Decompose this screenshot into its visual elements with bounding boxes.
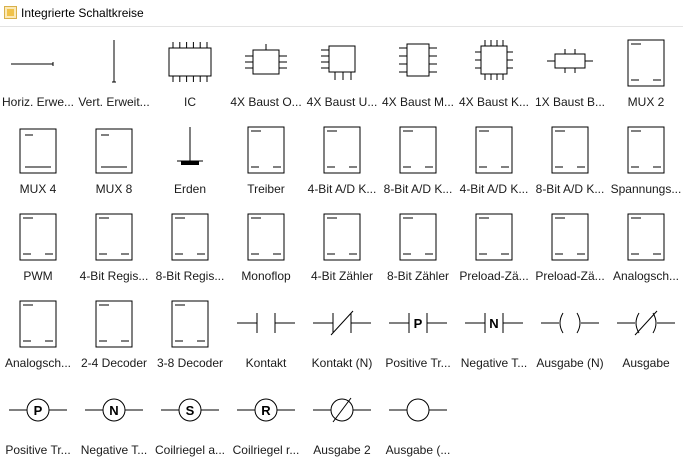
shape-coilriegel-r[interactable]	[228, 375, 304, 462]
shape-label: 8-Bit Zähler	[386, 269, 450, 283]
4bit-zaehler-icon	[307, 208, 377, 264]
shape-label: Monoflop	[241, 269, 291, 283]
shape-negative-trigger-1[interactable]	[456, 288, 532, 375]
shape-label: Ausgabe 2	[313, 443, 371, 457]
shape-label: 4X Baust O...	[230, 95, 302, 109]
ausgabe-paren-icon	[383, 382, 453, 438]
panel-header	[0, 0, 683, 27]
shape-label: 8-Bit A/D K...	[383, 182, 453, 196]
shape-4x-baustein-k[interactable]	[456, 27, 532, 114]
horiz-erweiterung-icon	[3, 34, 73, 90]
shape-label: Ausgabe (N)	[536, 356, 604, 370]
shape-ausgabe-n[interactable]	[532, 288, 608, 375]
shape-ic[interactable]	[152, 27, 228, 114]
shape-preload-zaehler-2[interactable]	[532, 201, 608, 288]
preload-zaehler-1-icon	[459, 208, 529, 264]
ausgabe-n-icon	[535, 295, 605, 351]
mux-4-icon	[3, 121, 73, 177]
treiber-icon	[231, 121, 301, 177]
shape-4bit-zaehler[interactable]	[304, 201, 380, 288]
shape-pwm[interactable]	[0, 201, 76, 288]
vert-erweiterung-icon	[79, 34, 149, 90]
svg-text:P: P	[413, 316, 423, 331]
shape-label: Negative T...	[80, 443, 148, 457]
8bit-ad-k-2-icon	[535, 121, 605, 177]
shape-ausgabe-paren[interactable]	[380, 375, 456, 462]
shape-label: 4X Baust U...	[306, 95, 378, 109]
positive-trigger-1-icon	[383, 295, 453, 351]
1x-baustein-b-icon	[535, 34, 605, 90]
panel-title: Integrierte Schaltkreise	[21, 6, 144, 20]
mux-8-icon	[79, 121, 149, 177]
shape-4bit-register[interactable]	[76, 201, 152, 288]
4bit-ad-k-2-icon	[459, 121, 529, 177]
svg-text:P: P	[33, 403, 43, 418]
negative-trigger-1-icon	[459, 295, 529, 351]
shape-label: IC	[184, 95, 196, 109]
coilriegel-r-icon	[231, 382, 301, 438]
shape-preload-zaehler-1[interactable]	[456, 201, 532, 288]
shape-label: Analogsch...	[4, 356, 72, 370]
stencil-folder-icon	[4, 6, 17, 19]
shape-label: 4-Bit Regis...	[79, 269, 149, 283]
shape-label: Erden	[173, 182, 207, 196]
shape-ausgabe[interactable]	[608, 288, 683, 375]
shape-label: Positive Tr...	[385, 356, 451, 370]
shape-ausgabe-2[interactable]	[304, 375, 380, 462]
shape-label: Coilriegel r...	[232, 443, 300, 457]
shape-label: Preload-Zä...	[535, 269, 605, 283]
shape-label: 8-Bit A/D K...	[535, 182, 605, 196]
shape-4bit-ad-k-2[interactable]	[456, 114, 532, 201]
shape-4x-baustein-m[interactable]	[380, 27, 456, 114]
shape-mux-2[interactable]	[608, 27, 683, 114]
shape-label: 3-8 Decoder	[156, 356, 224, 370]
shape-label: 4X Baust M...	[381, 95, 455, 109]
4bit-register-icon	[79, 208, 149, 264]
mux-2-icon	[611, 34, 681, 90]
4x-baustein-m-icon	[383, 34, 453, 90]
8bit-register-icon	[155, 208, 225, 264]
shape-label: Preload-Zä...	[459, 269, 529, 283]
shape-label: MUX 2	[627, 95, 665, 109]
positive-trigger-2-icon	[3, 382, 73, 438]
shape-label: 4-Bit A/D K...	[459, 182, 529, 196]
shape-monoflop[interactable]	[228, 201, 304, 288]
kontakt-icon	[231, 295, 301, 351]
monoflop-icon	[231, 208, 301, 264]
shape-label: Kontakt	[245, 356, 287, 370]
shape-negative-trigger-2[interactable]	[76, 375, 152, 462]
shape-label: Ausgabe (...	[385, 443, 451, 457]
ausgabe-icon	[611, 295, 681, 351]
shape-positive-trigger-2[interactable]	[0, 375, 76, 462]
shape-2-4-decoder[interactable]	[76, 288, 152, 375]
4x-baustein-u-icon	[307, 34, 377, 90]
shape-4x-baustein-u[interactable]	[304, 27, 380, 114]
shape-spannungs[interactable]	[608, 114, 683, 201]
shape-label: Horiz. Erwe...	[1, 95, 74, 109]
shape-vert-erweiterung[interactable]	[76, 27, 152, 114]
erden-icon	[155, 121, 225, 177]
svg-text:N: N	[489, 316, 499, 331]
shape-label: 1X Baust B...	[534, 95, 606, 109]
shape-4x-baustein-o[interactable]	[228, 27, 304, 114]
shape-kontakt[interactable]	[228, 288, 304, 375]
2-4-decoder-icon	[79, 295, 149, 351]
4x-baustein-k-icon	[459, 34, 529, 90]
shape-label: Kontakt (N)	[311, 356, 373, 370]
shape-analogschalter-2[interactable]	[0, 288, 76, 375]
shape-label: Ausgabe	[622, 356, 670, 370]
shape-label: Treiber	[247, 182, 285, 196]
shape-label: MUX 8	[95, 182, 133, 196]
4bit-ad-k-1-icon	[307, 121, 377, 177]
shape-label: 4-Bit A/D K...	[307, 182, 377, 196]
kontakt-n-icon	[307, 295, 377, 351]
8bit-ad-k-1-icon	[383, 121, 453, 177]
shape-label: MUX 4	[19, 182, 57, 196]
shape-label: Analogsch...	[612, 269, 680, 283]
ausgabe-2-icon	[307, 382, 377, 438]
shape-label: 8-Bit Regis...	[155, 269, 225, 283]
shape-erden[interactable]	[152, 114, 228, 201]
shape-label: Spannungs...	[610, 182, 682, 196]
3-8-decoder-icon	[155, 295, 225, 351]
shape-mux-8[interactable]	[76, 114, 152, 201]
shape-3-8-decoder[interactable]	[152, 288, 228, 375]
shape-label: 4-Bit Zähler	[310, 269, 374, 283]
svg-text:N: N	[109, 403, 119, 418]
pwm-icon	[3, 208, 73, 264]
svg-text:S: S	[185, 403, 195, 418]
shape-coilriegel-a[interactable]	[152, 375, 228, 462]
shape-label: 2-4 Decoder	[80, 356, 148, 370]
shape-label: Coilriegel a...	[154, 443, 226, 457]
shape-mux-4[interactable]	[0, 114, 76, 201]
svg-text:R: R	[261, 403, 271, 418]
4x-baustein-o-icon	[231, 34, 301, 90]
shape-4bit-ad-k-1[interactable]	[304, 114, 380, 201]
shape-8bit-zaehler[interactable]	[380, 201, 456, 288]
shape-label: 4X Baust K...	[458, 95, 530, 109]
shape-horiz-erweiterung[interactable]	[0, 27, 76, 114]
analogschalter-1-icon	[611, 208, 681, 264]
shape-analogschalter-1[interactable]	[608, 201, 683, 288]
ic-icon	[155, 34, 225, 90]
shape-label: Vert. Erweit...	[78, 95, 150, 109]
shape-8bit-ad-k-2[interactable]	[532, 114, 608, 201]
negative-trigger-2-icon	[79, 382, 149, 438]
coilriegel-a-icon	[155, 382, 225, 438]
shape-label: Negative T...	[460, 356, 528, 370]
shape-kontakt-n[interactable]	[304, 288, 380, 375]
shape-label: Positive Tr...	[5, 443, 71, 457]
spannungs-icon	[611, 121, 681, 177]
shape-positive-trigger-1[interactable]	[380, 288, 456, 375]
8bit-zaehler-icon	[383, 208, 453, 264]
analogschalter-2-icon	[3, 295, 73, 351]
preload-zaehler-2-icon	[535, 208, 605, 264]
shape-8bit-register[interactable]	[152, 201, 228, 288]
shape-1x-baustein-b[interactable]	[532, 27, 608, 114]
shape-label: PWM	[23, 269, 53, 283]
shape-8bit-ad-k-1[interactable]	[380, 114, 456, 201]
shape-treiber[interactable]	[228, 114, 304, 201]
